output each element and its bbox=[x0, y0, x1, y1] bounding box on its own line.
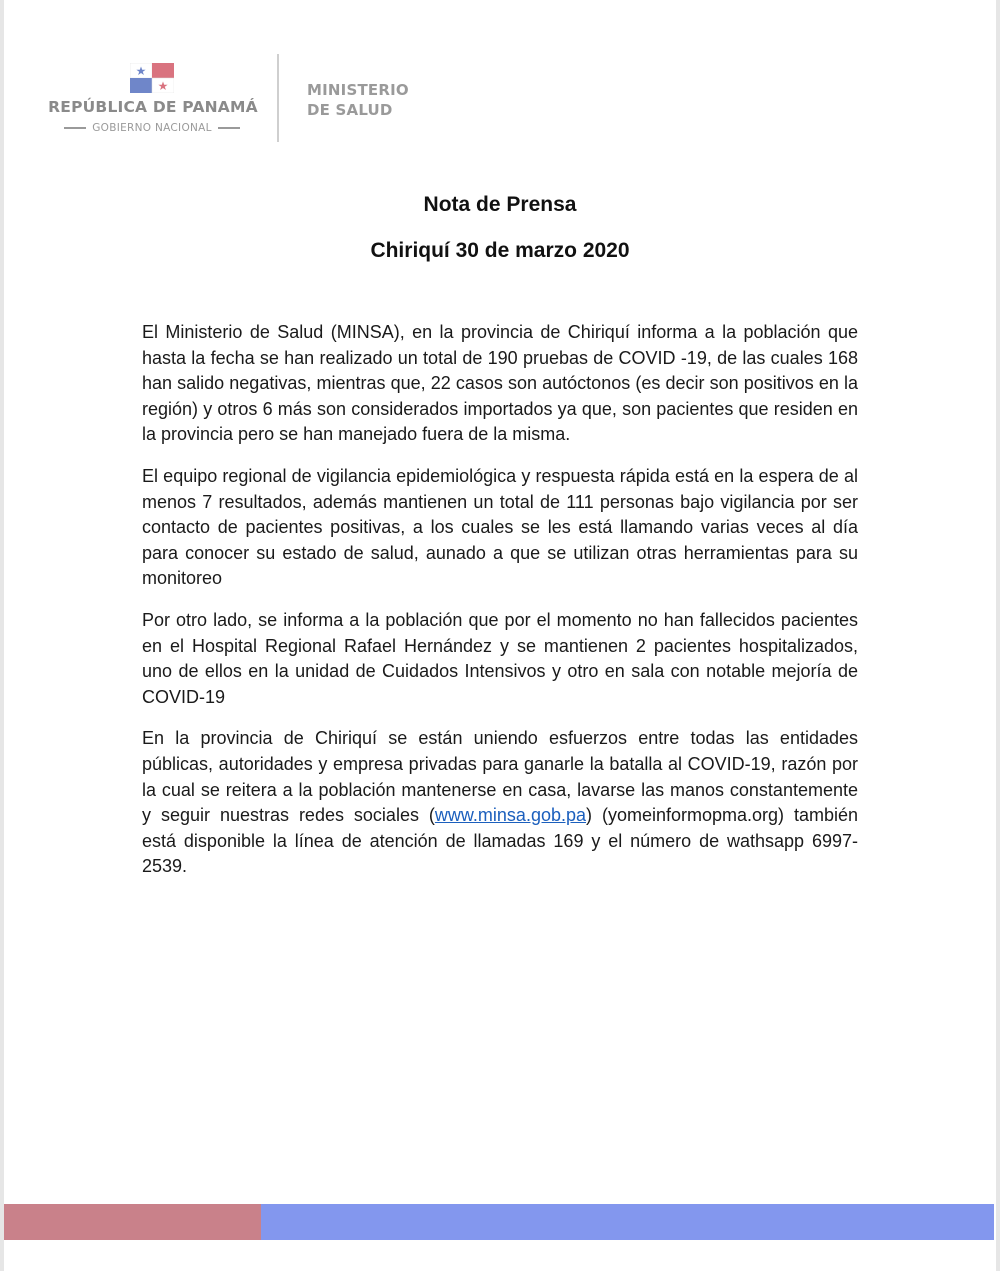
press-release-body bbox=[142, 320, 858, 896]
minsa-website-link[interactable]: www.minsa.gob.pa bbox=[434, 805, 586, 826]
paragraph-4-text: En la provincia de Chiriquí se están uniendo esfuerzos entre todas las entidades públicas, autoridades y empresa privadas para ganarle la batalla al COVID-19, razón por la cual se reitera a la población mantenerse en casa, lavarse las manos constantemente y seguir nuestras redes sociales ( bbox=[142, 728, 858, 826]
republic-name: REPÚBLICA DE PANAMÁ bbox=[48, 98, 258, 116]
government-label-row bbox=[46, 120, 258, 136]
page-right-edge bbox=[996, 0, 1000, 1271]
republic-logo bbox=[46, 60, 258, 140]
panama-flag-icon bbox=[130, 63, 174, 93]
ministry-logo bbox=[307, 80, 409, 120]
paragraph-1: El Ministerio de Salud (MINSA), en la provincia de Chiriquí informa a la población que hasta la fecha se han realizado un total de 190 pruebas de COVID -19, de las cuales 168 han salido negativas, mientras que, 22 casos son autóctonos (es decir son positivos en la región) y otros 6 más son considerados importados ya que, son pacientes que residen en la provincia pero se han manejado fuera de la misma. bbox=[142, 322, 858, 445]
dash-decoration bbox=[218, 127, 240, 129]
dash-decoration bbox=[64, 127, 86, 129]
paragraph-3: Por otro lado, se informa a la población que por el momento no han fallecidos pacientes en el Hospital Regional Rafael Hernández y se mantienen 2 pacientes hospitalizados, uno de ellos en la unidad de Cuidados Intensivos y otro en sala con notable mejoría de COVID-19 bbox=[142, 609, 858, 707]
government-label: GOBIERNO NACIONAL bbox=[92, 122, 212, 134]
ministry-line-2: DE SALUD bbox=[307, 101, 393, 119]
press-release-date: Chiriquí 30 de marzo 2020 bbox=[370, 239, 630, 262]
paragraph-4 bbox=[142, 726, 858, 880]
logo-divider bbox=[277, 54, 279, 142]
press-release-title: Nota de Prensa bbox=[423, 193, 577, 216]
paragraph-2: El equipo regional de vigilancia epidemiológica y respuesta rápida está en la espera de al menos 7 resultados, además mantienen un total de 111 personas bajo vigilancia por ser contacto de pacientes positivas, a los cuales se les está llamando varias veces al día para conocer su estado de salud, aunado a que se utilizan otras herramientas para su monitoreo bbox=[142, 465, 858, 589]
footer-red-segment bbox=[4, 1204, 261, 1240]
ministry-line-1: MINISTERIO bbox=[307, 81, 409, 99]
page-left-edge bbox=[0, 0, 4, 1271]
footer-blue-segment bbox=[261, 1204, 994, 1240]
paragraph-4-text-end: ) (yomeinformopma.org) también está disponible la línea de atención de llamadas 169 y el número de wathsapp 6997-2539. bbox=[142, 805, 859, 877]
footer-color-bar bbox=[4, 1204, 994, 1240]
